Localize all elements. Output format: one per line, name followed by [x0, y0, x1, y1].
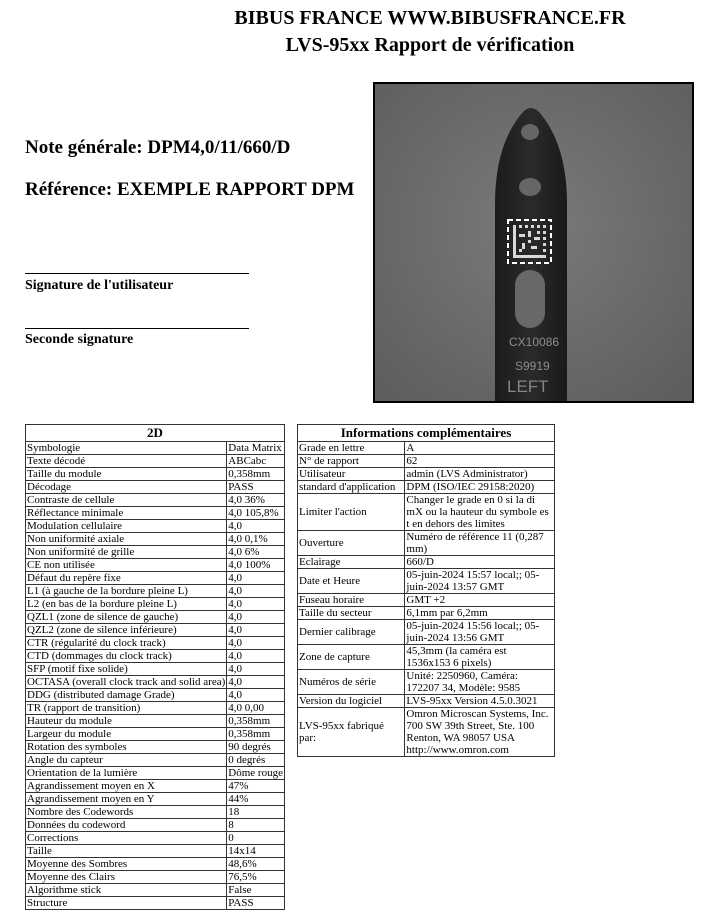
row-label: Hauteur du module [26, 715, 227, 728]
table-row [26, 806, 285, 819]
row-label: QZL2 (zone de silence inférieure) [26, 624, 227, 637]
row-label: Corrections [26, 832, 227, 845]
row-value: admin (LVS Administrator) [405, 468, 555, 481]
table-row [26, 767, 285, 780]
user-signature-label: Signature de l'utilisateur [25, 278, 174, 293]
row-value: 4,0 [227, 611, 285, 624]
table-row [26, 858, 285, 871]
part-marking-3: LEFT [507, 377, 549, 396]
row-label: Grade en lettre [298, 442, 405, 455]
row-value: 4,0 [227, 689, 285, 702]
table-row [26, 754, 285, 767]
row-label: Rotation des symboles [26, 741, 227, 754]
table-row [26, 520, 285, 533]
row-value: 4,0 [227, 572, 285, 585]
row-label: Dernier calibrage [298, 620, 405, 645]
row-label: Utilisateur [298, 468, 405, 481]
row-label: Non uniformité axiale [26, 533, 227, 546]
row-label: DDG (distributed damage Grade) [26, 689, 227, 702]
row-value: 47% [227, 780, 285, 793]
row-value: 45,3mm (la caméra est 1536x153 6 pixels) [405, 645, 555, 670]
row-label: QZL1 (zone de silence de gauche) [26, 611, 227, 624]
row-label: Angle du capteur [26, 754, 227, 767]
table-row [298, 695, 555, 708]
table-row [298, 607, 555, 620]
row-label: Taille du secteur [298, 607, 405, 620]
row-value: Changer le grade en 0 si la di mX ou la hauteur du symbole es t en dehors des limites [405, 494, 555, 531]
table-row [26, 637, 285, 650]
table-row [26, 676, 285, 689]
row-value: False [227, 884, 285, 897]
row-label: Nombre des Codewords [26, 806, 227, 819]
row-label: Taille [26, 845, 227, 858]
row-label: SFP (motif fixe solide) [26, 663, 227, 676]
row-value: 4,0 0,00 [227, 702, 285, 715]
row-value: 4,0 [227, 520, 285, 533]
row-label: Décodage [26, 481, 227, 494]
row-label: L2 (en bas de la bordure pleine L) [26, 598, 227, 611]
table-row [26, 624, 285, 637]
table-info-title: Informations complémentaires [298, 425, 555, 442]
table-row [298, 442, 555, 455]
table-row [26, 611, 285, 624]
table-row [26, 442, 285, 455]
row-label: Structure [26, 897, 227, 910]
row-label: TR (rapport de transition) [26, 702, 227, 715]
row-value: 48,6% [227, 858, 285, 871]
row-value: 0 degrés [227, 754, 285, 767]
row-value: Omron Microscan Systems, Inc. 700 SW 39th Street, Ste. 100 Renton, WA 98057 USA http://www.omron.com [405, 708, 555, 757]
row-label: Données du codeword [26, 819, 227, 832]
row-value: Unité: 2250960, Caméra: 172207 34, Modèle: 9585 [405, 670, 555, 695]
row-value: PASS [227, 481, 285, 494]
captured-part-image [373, 82, 694, 403]
row-label: Moyenne des Sombres [26, 858, 227, 871]
row-label: N° de rapport [298, 455, 405, 468]
table-row [298, 569, 555, 594]
table-row [26, 546, 285, 559]
table-row [26, 455, 285, 468]
part-marking-1: CX10086 [509, 335, 560, 349]
row-value: 4,0 [227, 637, 285, 650]
row-label: Agrandissement moyen en X [26, 780, 227, 793]
table-row [26, 819, 285, 832]
table-row [26, 832, 285, 845]
table-row [26, 728, 285, 741]
table-row [26, 780, 285, 793]
row-value: 4,0 [227, 650, 285, 663]
table-2d [25, 424, 285, 910]
row-label: Limiter l'action [298, 494, 405, 531]
row-value: GMT +2 [405, 594, 555, 607]
row-label: LVS-95xx fabriqué par: [298, 708, 405, 757]
row-label: Zone de capture [298, 645, 405, 670]
overall-grade: Note générale: DPM4,0/11/660/D [25, 137, 291, 158]
row-label: Symbologie [26, 442, 227, 455]
table-row [298, 556, 555, 569]
row-value: 4,0 [227, 598, 285, 611]
table-info-body [298, 442, 555, 757]
row-value: 4,0 36% [227, 494, 285, 507]
row-value: ABCabc [227, 455, 285, 468]
row-value: 4,0 105,8% [227, 507, 285, 520]
row-value: 4,0 0,1% [227, 533, 285, 546]
row-value: 4,0 [227, 676, 285, 689]
row-value: 4,0 [227, 585, 285, 598]
row-label: L1 (à gauche de la bordure pleine L) [26, 585, 227, 598]
table-row [298, 455, 555, 468]
row-value: A [405, 442, 555, 455]
second-signature-label: Seconde signature [25, 332, 134, 347]
row-value: 4,0 [227, 663, 285, 676]
row-value: 0,358mm [227, 728, 285, 741]
row-value: DPM (ISO/IEC 29158:2020) [405, 481, 555, 494]
table-row [26, 715, 285, 728]
row-label: Agrandissement moyen en Y [26, 793, 227, 806]
table-row [298, 494, 555, 531]
table-row [298, 620, 555, 645]
row-label: Ouverture [298, 531, 405, 556]
row-label: Taille du module [26, 468, 227, 481]
table-row [26, 481, 285, 494]
row-label: Contraste de cellule [26, 494, 227, 507]
table-row [26, 689, 285, 702]
row-value: 44% [227, 793, 285, 806]
row-label: Eclairage [298, 556, 405, 569]
table-row [298, 531, 555, 556]
row-value: 05-juin-2024 15:57 local;; 05-juin-2024 13:57 GMT [405, 569, 555, 594]
row-value: 62 [405, 455, 555, 468]
table-additional-info [297, 424, 555, 757]
row-value: 4,0 6% [227, 546, 285, 559]
row-label: Fuseau horaire [298, 594, 405, 607]
table-row [26, 663, 285, 676]
row-label: Défaut du repère fixe [26, 572, 227, 585]
row-value: 76,5% [227, 871, 285, 884]
table-row [298, 708, 555, 757]
table-row [26, 845, 285, 858]
table-row [26, 494, 285, 507]
row-label: CTD (dommages du clock track) [26, 650, 227, 663]
table-row [298, 481, 555, 494]
row-value: PASS [227, 897, 285, 910]
part-hole-upper [519, 178, 541, 196]
part-marking-2: S9919 [515, 359, 550, 373]
table-row [26, 702, 285, 715]
row-value: 18 [227, 806, 285, 819]
row-value: 14x14 [227, 845, 285, 858]
row-label: Non uniformité de grille [26, 546, 227, 559]
row-label: Largeur du module [26, 728, 227, 741]
table-row [26, 884, 285, 897]
table-2d-title: 2D [26, 425, 285, 442]
row-value: 0,358mm [227, 468, 285, 481]
row-value: 660/D [405, 556, 555, 569]
row-label: Numéros de série [298, 670, 405, 695]
report-header-company: BIBUS FRANCE WWW.BIBUSFRANCE.FR [234, 7, 626, 29]
table-row [26, 468, 285, 481]
table-row [298, 645, 555, 670]
table-row [26, 598, 285, 611]
row-value: Data Matrix [227, 442, 285, 455]
row-value: 6,1mm par 6,2mm [405, 607, 555, 620]
second-signature-line [25, 328, 249, 329]
row-value: 0 [227, 832, 285, 845]
table-row [26, 897, 285, 910]
table-row [26, 650, 285, 663]
row-value: 05-juin-2024 15:56 local;; 05-juin-2024 13:56 GMT [405, 620, 555, 645]
metal-part [495, 108, 567, 401]
row-label: Orientation de la lumière [26, 767, 227, 780]
table-row [26, 585, 285, 598]
table-row [298, 468, 555, 481]
row-value: Numéro de référence 11 (0,287 mm) [405, 531, 555, 556]
row-label: CTR (régularité du clock track) [26, 637, 227, 650]
row-value: 4,0 100% [227, 559, 285, 572]
row-label: Modulation cellulaire [26, 520, 227, 533]
row-label: standard d'application [298, 481, 405, 494]
part-photo-svg [375, 84, 692, 401]
row-label: Version du logiciel [298, 695, 405, 708]
table-row [298, 594, 555, 607]
row-label: Date et Heure [298, 569, 405, 594]
part-hole-top [521, 124, 539, 140]
row-label: Texte décodé [26, 455, 227, 468]
table-row [26, 507, 285, 520]
row-value: Dôme rouge [228, 767, 283, 779]
table-2d-body [26, 442, 285, 910]
row-label: Moyenne des Clairs [26, 871, 227, 884]
row-label: Réflectance minimale [26, 507, 227, 520]
table-row [26, 559, 285, 572]
table-row [298, 670, 555, 695]
row-value: 90 degrés [227, 741, 285, 754]
row-value: 0,358mm [227, 715, 285, 728]
reference: Référence: EXEMPLE RAPPORT DPM [25, 179, 355, 200]
row-value: 8 [227, 819, 285, 832]
table-row [26, 533, 285, 546]
row-label: OCTASA (overall clock track and solid area) [27, 676, 226, 688]
table-row [26, 793, 285, 806]
user-signature-line [25, 273, 249, 274]
row-value: LVS-95xx Version 4.5.0.3021 [405, 695, 555, 708]
row-label: Algorithme stick [26, 884, 227, 897]
row-label: CE non utilisée [26, 559, 227, 572]
row-value: 4,0 [227, 624, 285, 637]
part-slot [515, 270, 545, 328]
table-row [26, 871, 285, 884]
report-header-title: LVS-95xx Rapport de vérification [285, 34, 575, 56]
table-row [26, 741, 285, 754]
table-row [26, 572, 285, 585]
